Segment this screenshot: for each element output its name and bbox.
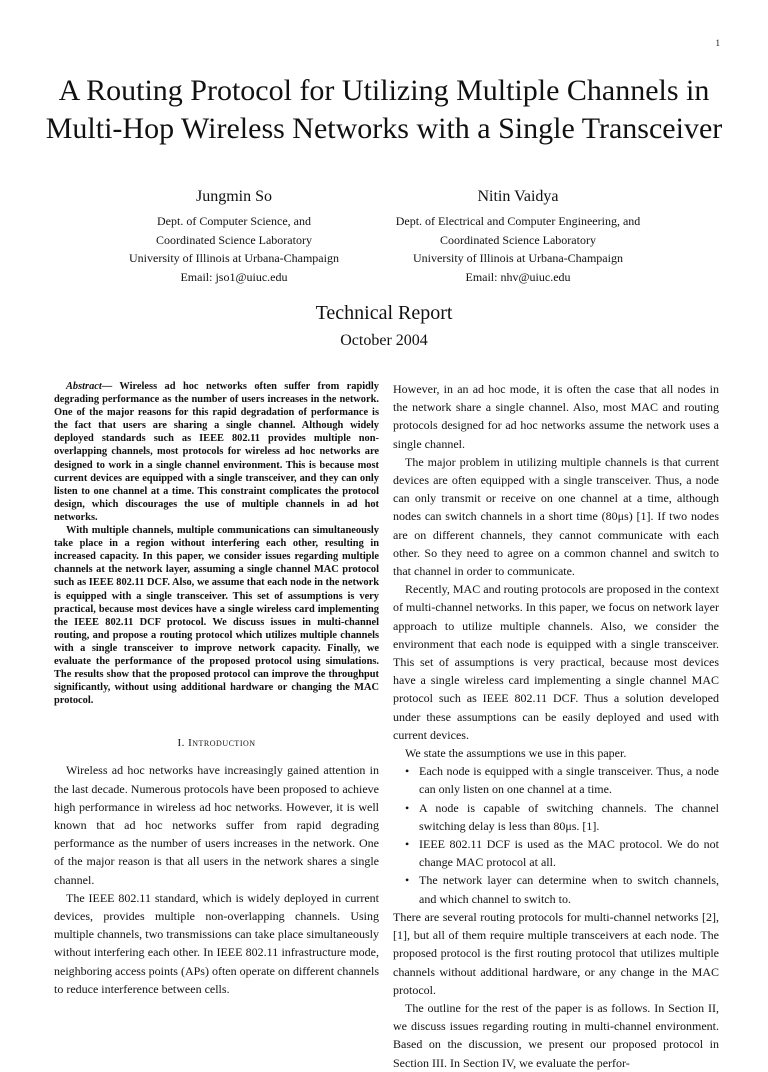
list-item <box>405 871 719 907</box>
author-email: Email: nhv@uiuc.edu <box>465 269 571 284</box>
author-affiliation-line: Coordinated Science Laboratory <box>440 232 596 247</box>
author-name: Jungmin So <box>195 188 272 205</box>
abstract-text: Wireless ad hoc networks often suffer from rapidly degrading performance as the number of users increases in the network. One of the major reasons for this rapid degradation of performance is the fact that users are sharing a single channel. Although widely deployed standards such as IEEE 802.11 provides multiple non-overlapping channels, most protocols for wireless ad hoc networks are designed to work in a single channel environment. This is because most current devices are equipped with a single transceiver, and they can only listen to one channel at a time. This constraint complicates the protocol design, which discourages the use of multiple channels in ad hot networks. <box>54 381 379 523</box>
abstract-label: Abstract <box>66 381 102 392</box>
bullet-icon: • <box>405 800 410 815</box>
list-item-text: The network layer can determine when to switch channels, and which channel to switch to. <box>419 873 719 906</box>
body-paragraph: Wireless ad hoc networks have increasingly gained attention in the last decade. Numerous protocols have been proposed to achieve high performance in wireless ad hoc networks. However, it is well known that ad hoc networks suffer from rapid degrading performance as the number of users increases in the network. One of the major reason is that all users in the network shares a single channel. <box>54 763 379 887</box>
bullet-icon: • <box>405 837 410 852</box>
list-item-text: A node is capable of switching channels. The channel switching delay is less than 80μs. [1]. <box>419 800 719 833</box>
list-item <box>405 799 719 835</box>
body-paragraph: The major problem in utilizing multiple channels is that current devices are often equipped with a single transceiver. Thus, a node can only transmit or receive on one channel at a time, although nodes can switch channels in a short time (80μs) [1]. If two nodes are on different channels, they cannot communicate with each other. So they need to agree on a common channel and switch to that channel in order to communicate. <box>393 454 719 579</box>
report-date: October 2004 <box>340 332 428 349</box>
author-affiliation-line: Dept. of Electrical and Computer Engineering, and <box>395 214 641 228</box>
author-block <box>84 186 384 286</box>
list-item <box>405 835 719 871</box>
bullet-icon: • <box>405 873 410 888</box>
list-item-text: Each node is equipped with a single transceiver. Thus, a node can only listen on one channel at a time. <box>419 764 719 797</box>
assumption-list <box>393 762 719 908</box>
body-paragraph: The IEEE 802.11 standard, which is widely deployed in current devices, provides multiple non-overlapping channels. Using multiple channels, two transmissions can take place simultaneously without interfering each other. In IEEE 802.11 infrastructure mode, neighboring access points (APs) often operate on different channels to reduce interference between cells. <box>54 890 380 996</box>
author-affiliation-line: Coordinated Science Laboratory <box>156 232 312 247</box>
report-type: Technical Report <box>315 302 453 324</box>
abstract-paragraph: With multiple channels, multiple communications can simultaneously take place in a region without interfering each other, resulting in increased capacity. In this paper, we consider issues regarding multiple channels at the network layer, assuming a single channel MAC protocol such as IEEE 802.11 DCF. Also, we assume that each node in the network is equipped with a single transceiver. This set of assumptions is very practical, because most devices have a single wireless card implementing the IEEE 802.11 DCF protocol. We discuss issues in multi-channel routing, and propose a routing protocol which utilizes multiple channels with a single transceiver to improve network capacity. Finally, we evaluate the performance of the proposed protocol using simulations. The results show that the proposed protocol can improve the throughput significantly, without using additional hardware or changing the MAC protocol. <box>54 525 379 707</box>
author-affiliation-line: Dept. of Computer Science, and <box>157 214 311 228</box>
body-paragraph: We state the assumptions we use in this paper. <box>405 746 627 761</box>
abstract-dash: — <box>101 381 113 392</box>
body-paragraph: However, in an ad hoc mode, it is often the case that all nodes in the network share a single channel. Also, most MAC and routing protocols designed for ad hoc networks assume the network uses a single channel. <box>393 382 719 451</box>
body-paragraph: There are several routing protocols for multi-channel networks [2], [1], but all of them require multiple transceivers at each node. The proposed protocol is the first routing protocol that utilizes multiple channels without additional hardware, or any change in the MAC protocol. <box>393 909 719 997</box>
author-name: Nitin Vaidya <box>477 188 559 205</box>
author-affiliation-line: University of Illinois at Urbana-Champaign <box>413 251 623 265</box>
section-heading-introduction: I. Introduction <box>177 737 256 750</box>
body-paragraph: The outline for the rest of the paper is as follows. In Section II, we discuss issues regarding routing in multi-channel environment. Based on the discussion, we present our proposed protocol in Section III. In Section IV, we evaluate the perfor- <box>393 1000 719 1070</box>
bullet-icon: • <box>405 764 410 779</box>
abstract-paragraph <box>54 380 379 524</box>
body-paragraph: Recently, MAC and routing protocols are proposed in the context of multi-channel networks. In this paper, we focus on network layer approach to utilize multiple channels. Also, we consider the environment that each node is equipped with a single transceiver. This set of assumptions is very practical, because most devices have a single wireless card implementing a single channel MAC protocol such as IEEE 802.11 DCF. Thus a solution developed under these assumptions can be easily deployed and used with current devices. <box>393 582 719 742</box>
list-item <box>405 762 719 798</box>
right-column <box>393 380 719 1072</box>
left-column <box>54 380 379 998</box>
abstract <box>54 380 379 707</box>
author-affiliation-line: University of Illinois at Urbana-Champaign <box>129 251 339 265</box>
author-block <box>368 186 668 286</box>
author-email: Email: jso1@uiuc.edu <box>180 269 288 284</box>
paper-title: A Routing Protocol for Utilizing Multiple Channels in Multi-Hop Wireless Networks with a Single Transceiver <box>45 74 723 145</box>
page-number: 1 <box>715 38 720 48</box>
list-item-text: IEEE 802.11 DCF is used as the MAC protocol. We do not change MAC protocol at all. <box>419 837 719 870</box>
